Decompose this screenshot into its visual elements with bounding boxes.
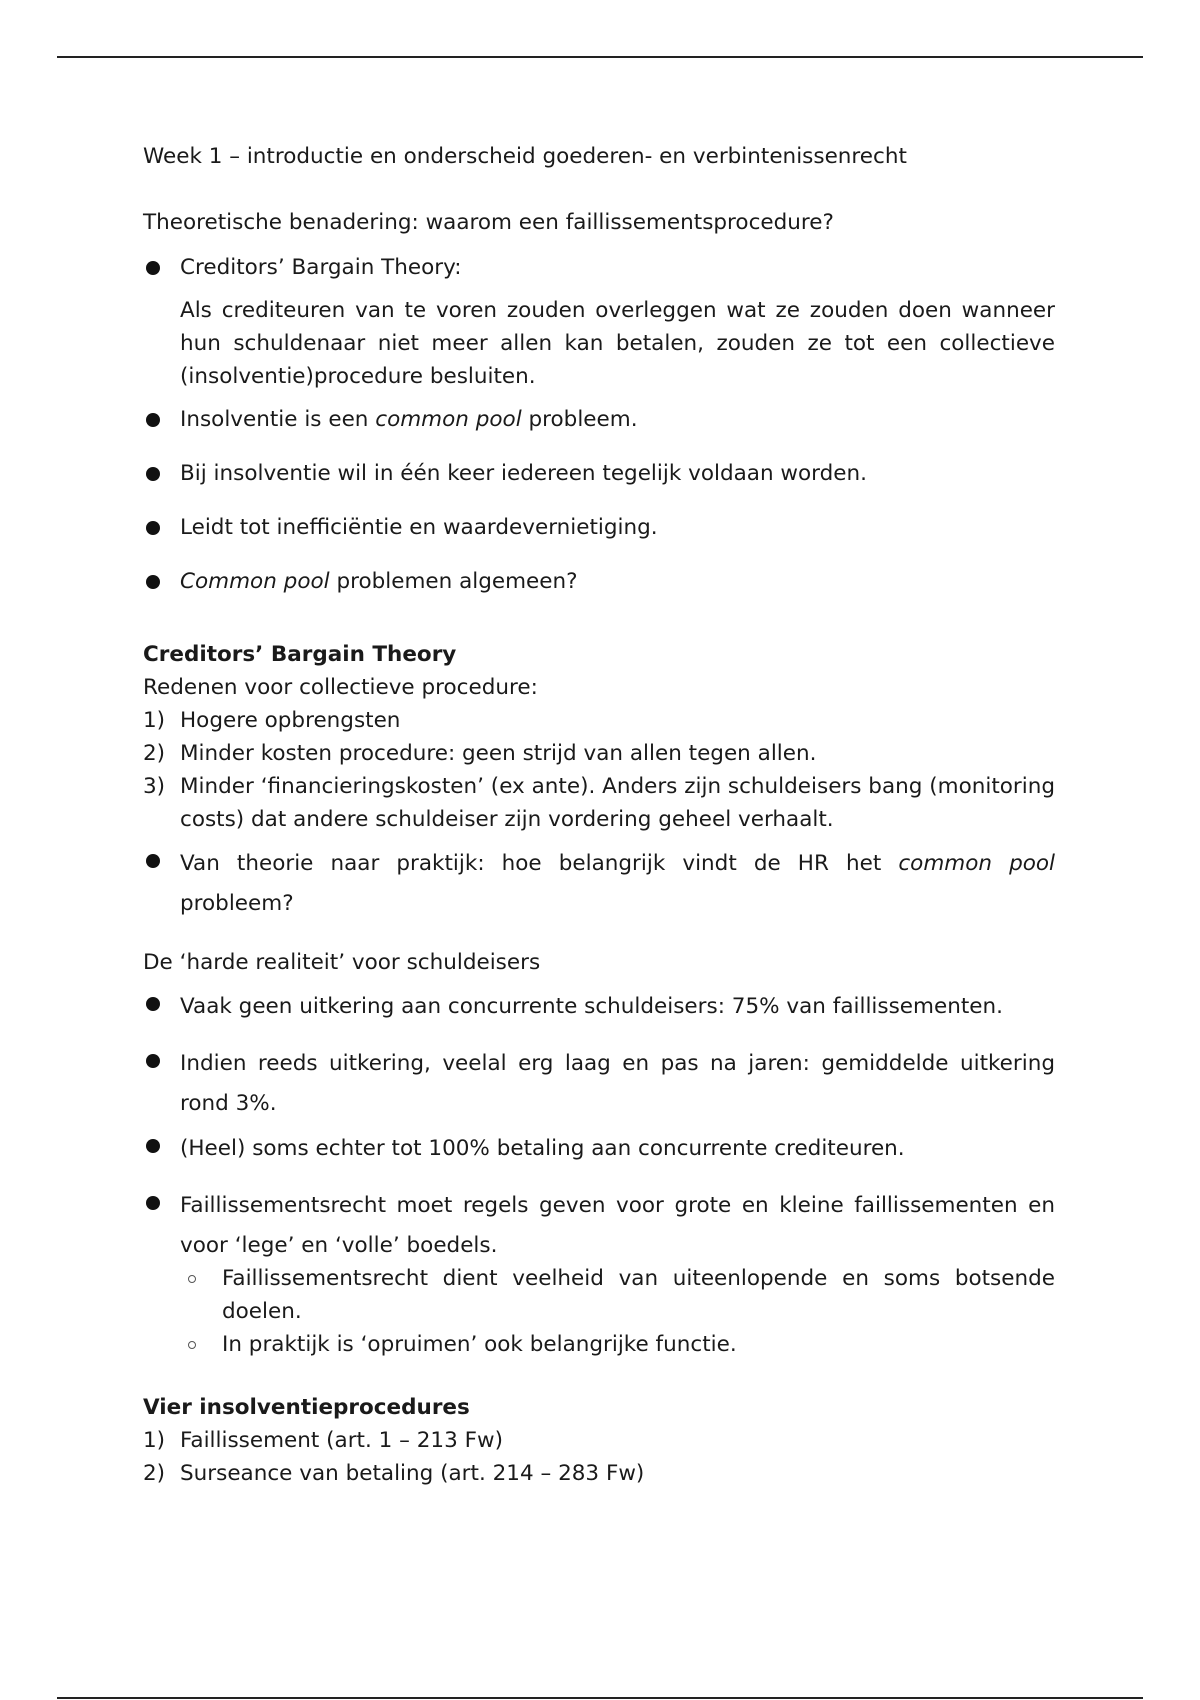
top-rule (57, 56, 1143, 58)
heading-creditors-bargain: Creditors’ Bargain Theory (143, 642, 457, 667)
week-title: Week 1 – introductie en onderscheid goederen- en verbintenissenrecht (143, 144, 907, 169)
heading-four-procedures: Vier insolventieprocedures (143, 1395, 470, 1420)
reason-item: 3) Minder ‘financieringskosten’ (ex ante). Anders zijn schuldeisers bang (monitoring costs) dat andere schuldeiser zijn vordering geheel verhaalt. (143, 774, 1055, 832)
reasons-list (143, 704, 1055, 836)
procedure-item: 1) Faillissement (art. 1 – 213 Fw) (143, 1428, 503, 1453)
reason-item: 1) Hogere opbrengsten (143, 708, 401, 733)
bullet-theory-practice: Van theorie naar praktijk: hoe belangrijk vindt de HR het common pool probleem? (143, 844, 1055, 924)
bullet-bankruptcy-rules: Faillissementsrecht moet regels geven voor grote en kleine faillissementen en voor ‘lege’ en ‘volle’ boedels. (143, 1186, 1055, 1266)
subbullet-goals: Faillissementsrecht dient veelheid van uiteenlopende en soms botsende doelen. (143, 1262, 1055, 1328)
creditors-bargain-paragraph: Als crediteuren van te voren zouden overleggen wat ze zouden doen wanneer hun schuldenaar niet meer allen kan betalen, zouden ze tot een collectieve (insolventie)procedure besluiten. (180, 298, 1055, 389)
reasons-intro: Redenen voor collectieve procedure: (143, 675, 538, 700)
procedure-item: 2) Surseance van betaling (art. 214 – 283 Fw) (143, 1461, 645, 1486)
theory-intro: Theoretische benadering: waarom een faillissementsprocedure? (143, 210, 834, 235)
bullet-inefficiency: Leidt tot inefficiëntie en waardevernietiging. (143, 511, 1055, 544)
emphasis-common-pool: common pool (375, 407, 522, 432)
rules-subbullets (143, 1262, 1055, 1361)
reality-bullets (143, 987, 1055, 1266)
bullet-insolvency-all: Bij insolventie wil in één keer iedereen tegelijk voldaan worden. (143, 457, 1055, 490)
bullet-common-pool-general: Common pool problemen algemeen? (143, 565, 1055, 598)
bullet-low-payout: Indien reeds uitkering, veelal erg laag en pas na jaren: gemiddelde uitkering rond 3%. (143, 1044, 1055, 1124)
hard-reality-intro: De ‘harde realiteit’ voor schuldeisers (143, 950, 541, 975)
reason-item: 2) Minder kosten procedure: geen strijd van allen tegen allen. (143, 741, 817, 766)
bullet-creditors-bargain: Creditors’ Bargain Theory: Als crediteuren van te voren zouden overleggen wat ze zouden doen wanneer hun schuldenaar niet meer allen kan betalen, zouden ze tot een collectieve (insolventie)procedure besluiten. (143, 251, 1055, 393)
document-body (143, 140, 1055, 1490)
bottom-rule (57, 1697, 1143, 1699)
bullet-full-payment: (Heel) soms echter tot 100% betaling aan concurrente crediteuren. (143, 1129, 1055, 1169)
bullet-no-payout: Vaak geen uitkering aan concurrente schuldeisers: 75% van faillissementen. (143, 987, 1055, 1027)
bullet-common-pool: Insolventie is een common pool probleem. (143, 403, 1055, 436)
procedures-list (143, 1424, 1055, 1490)
practice-bullets (143, 844, 1055, 924)
theory-bullets (143, 251, 1055, 598)
subbullet-cleanup: In praktijk is ‘opruimen’ ook belangrijke functie. (143, 1328, 1055, 1361)
